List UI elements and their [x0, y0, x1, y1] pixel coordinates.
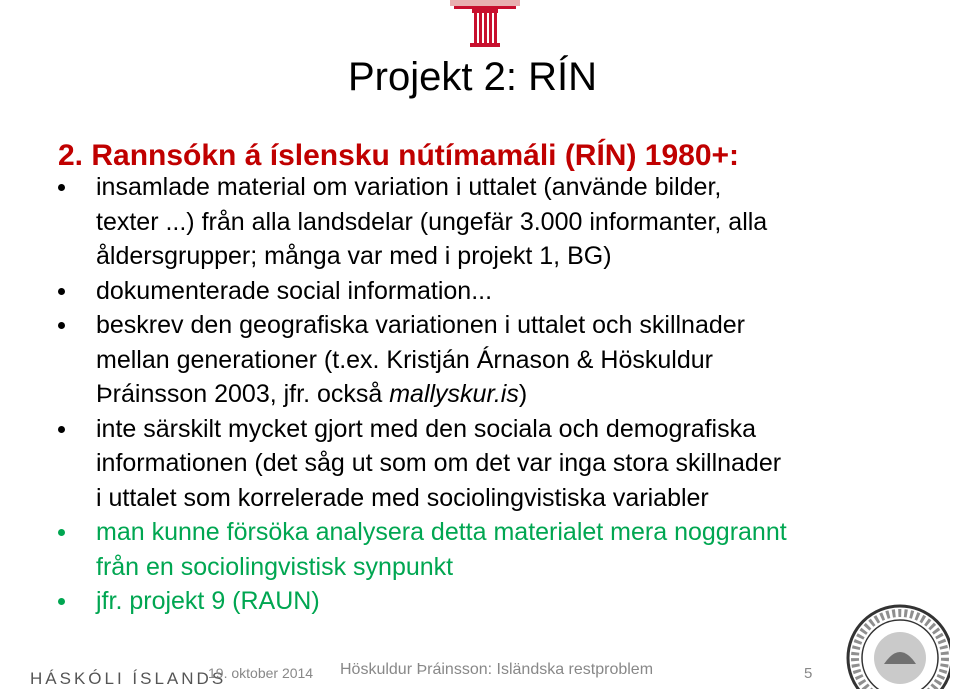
bullet-line: man kunne försöka analysera detta materialet mera noggrannt: [96, 518, 787, 546]
bullet-item-social-info: [58, 274, 938, 309]
bullet-list: [58, 170, 938, 619]
bullet-line: inte särskilt mycket gjort med den sociala och demografiska: [96, 414, 757, 443]
bullet-line: dokumenterade social information...: [96, 276, 493, 305]
bullet-line: mellan generationer (t.ex. Kristján Árnason & Höskuldur: [96, 345, 713, 374]
slide-title: Projekt 2: RÍN: [348, 55, 597, 99]
university-seal-icon: [840, 600, 950, 689]
bullet-line: från en sociolingvistisk synpunkt: [96, 552, 454, 581]
bullet-line: insamlade material om variation i uttalet (använde bilder,: [96, 173, 722, 201]
footer-author: Höskuldur Þráinsson: Isländska restproblem: [340, 661, 654, 678]
university-building-icon: [450, 0, 520, 52]
citation-text: Þráinsson 2003, jfr. också: [96, 380, 390, 408]
page-number: 5: [804, 665, 813, 682]
bullet-line: beskrev den geografiska variationen i uttalet och skillnader: [96, 311, 745, 339]
website-reference: mallyskur.is: [389, 380, 519, 408]
footer-date: 19. oktober 2014: [208, 665, 314, 681]
bullet-line: texter ...) från alla landsdelar (ungefär 3.000 informanter, alla: [96, 207, 768, 236]
bullet-item-geography: [58, 308, 938, 412]
bullet-item-raun: [58, 584, 938, 619]
bullet-line: [96, 377, 938, 412]
bullet-item-material: [58, 170, 938, 274]
bullet-item-analysis: [58, 515, 938, 584]
bullet-item-demographics: [58, 412, 938, 516]
closing-paren: ): [518, 380, 528, 408]
bullet-line: jfr. projekt 9 (RAUN): [96, 587, 320, 615]
university-wordmark: HÁSKÓLI ÍSLANDS: [30, 669, 227, 688]
bullet-line: informationen (det såg ut som om det var inga stora skillnader: [96, 449, 782, 477]
bullet-line: i uttalet som korrelerade med sociolingvistiska variabler: [96, 483, 709, 512]
slide-heading: 2. Rannsókn á íslensku nútímamáli (RÍN) 1980+:: [58, 139, 740, 172]
bullet-line: åldersgrupper; många var med i projekt 1, BG): [96, 242, 612, 270]
